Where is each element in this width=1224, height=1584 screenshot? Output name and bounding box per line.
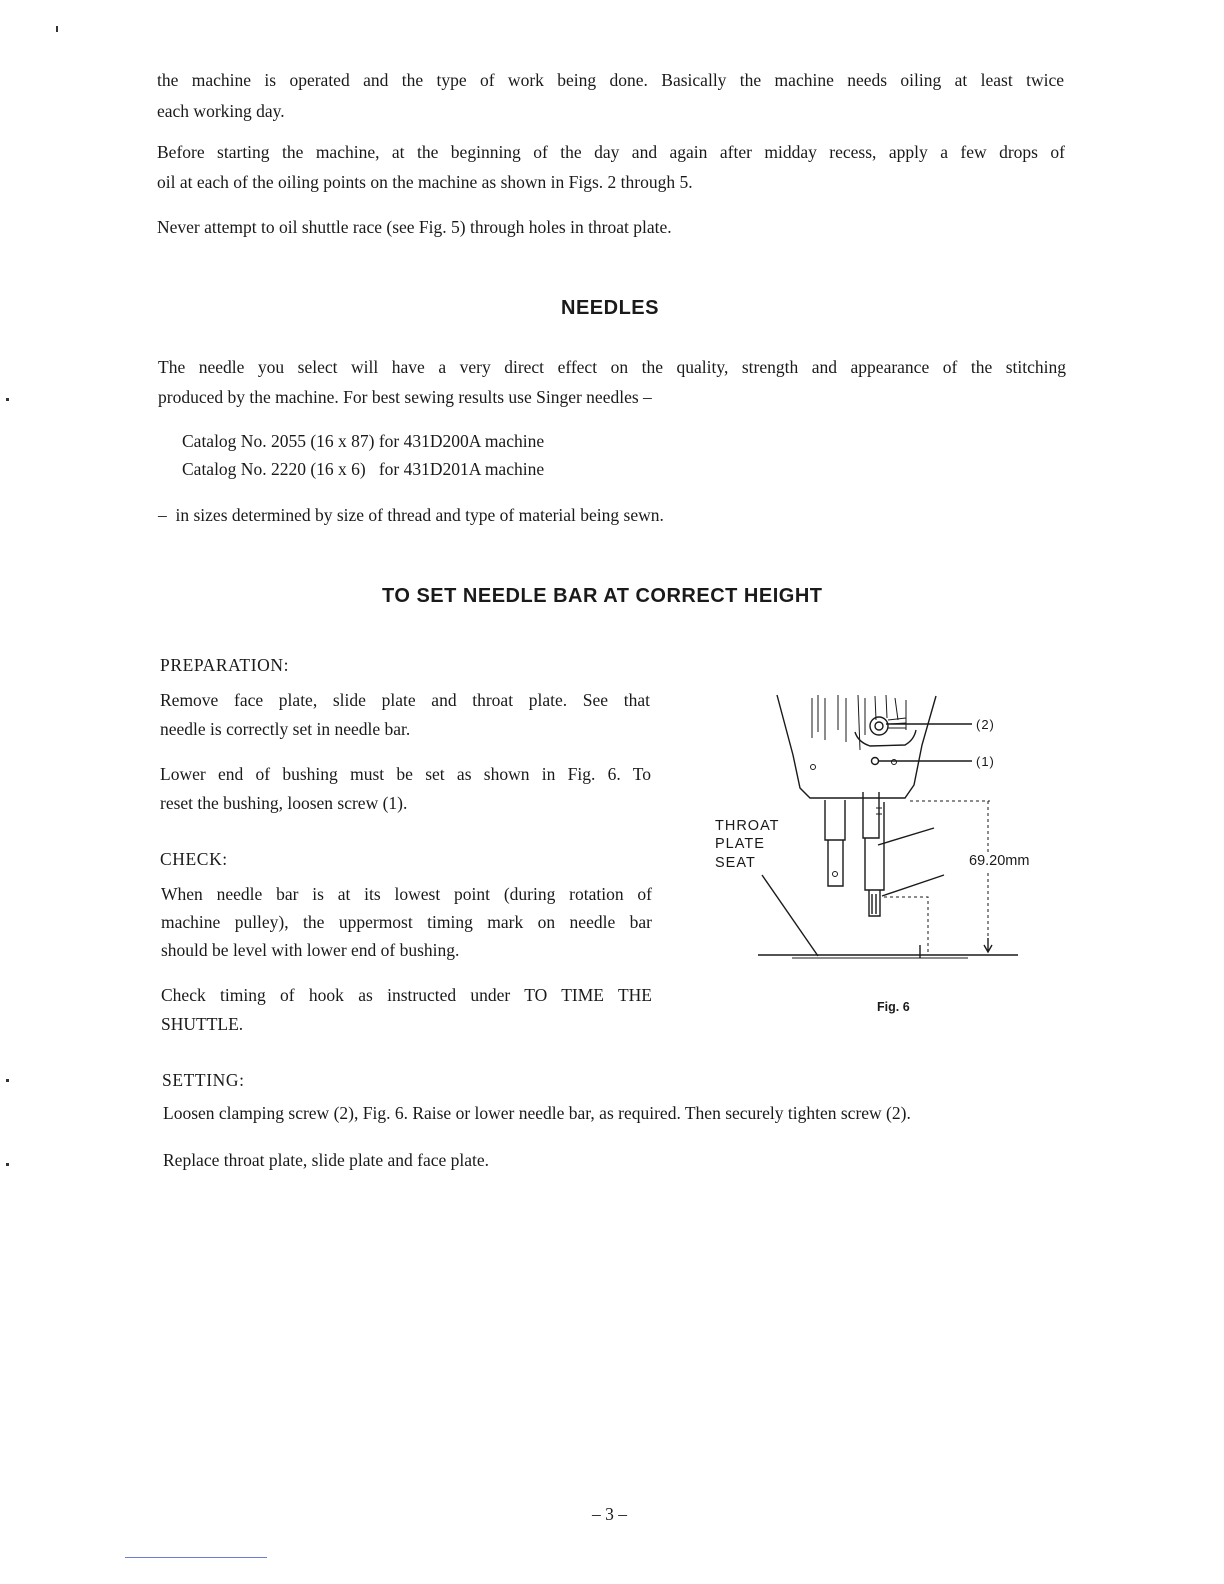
needle-bar xyxy=(865,802,884,890)
needle-clamp-end xyxy=(869,890,880,916)
catalog-line: Catalog No. 2220 (16 x 6) for 431D201A machine xyxy=(182,459,545,479)
clamping-screw xyxy=(870,717,888,735)
needles-intro-line-1: The needle you select will have a very direct effect on the quality, strength and appearance of the stitching xyxy=(158,357,1066,377)
needles-intro-line-2: produced by the machine. For best sewing results use Singer needles – xyxy=(158,387,652,407)
callout-1: (1) xyxy=(976,754,995,769)
bottom-rule xyxy=(125,1557,267,1558)
prep-paragraph-1-line-2: needle is correctly set in needle bar. xyxy=(160,719,411,739)
presser-bar xyxy=(825,800,845,886)
throat-plate-seat-leader xyxy=(762,875,818,956)
setting-paragraph-2: Replace throat plate, slide plate and face plate. xyxy=(163,1150,490,1170)
bushing xyxy=(863,792,879,838)
scan-mark xyxy=(6,1079,9,1082)
prep-paragraph-2-line-2: reset the bushing, loosen screw (1). xyxy=(160,793,408,813)
timing-leader-line xyxy=(878,828,934,845)
scan-mark xyxy=(6,398,9,401)
figure-caption: Fig. 6 xyxy=(877,1000,910,1014)
callout-2: (2) xyxy=(976,717,995,732)
machine-head-outline xyxy=(777,695,936,798)
check-paragraph-2-line-1: Check timing of hook as instructed under TO TIME THE xyxy=(161,985,652,1005)
dimension-label: 69.20mm xyxy=(969,853,1030,869)
check-title: CHECK: xyxy=(160,849,228,869)
scan-mark xyxy=(6,1163,9,1166)
oiling-paragraph-1-line-1: the machine is operated and the type of work being done. Basically the machine needs oiling at least twice xyxy=(157,70,1064,90)
oiling-paragraph-2-line-2: oil at each of the oiling points on the machine as shown in Figs. 2 through 5. xyxy=(157,172,693,192)
check-paragraph-1-line-1: When needle bar is at its lowest point (during rotation of xyxy=(161,884,652,904)
dimension-arrow xyxy=(984,938,992,952)
page-number: – 3 – xyxy=(592,1504,627,1524)
throat-plate-label-line: THROAT xyxy=(715,818,780,834)
oiling-paragraph-2-line-1: Before starting the machine, at the beginning of the day and again after midday recess, apply a few drops of xyxy=(157,142,1065,162)
needle-sizes-note: – in sizes determined by size of thread and type of material being sewn. xyxy=(158,505,664,525)
oiling-paragraph-1-line-2: each working day. xyxy=(157,101,285,121)
oiling-paragraph-3: Never attempt to oil shuttle race (see Fig. 5) through holes in throat plate. xyxy=(157,217,672,237)
check-paragraph-1-line-3: should be level with lower end of bushing. xyxy=(161,940,460,960)
prep-paragraph-2-line-1: Lower end of bushing must be set as shown in Fig. 6. To xyxy=(160,764,651,784)
scan-mark xyxy=(56,26,58,32)
check-paragraph-1-line-2: machine pulley), the uppermost timing mark on needle bar xyxy=(161,912,652,932)
small-hole xyxy=(811,765,816,770)
needle-reference-line xyxy=(884,897,928,952)
prep-paragraph-1-line-1: Remove face plate, slide plate and throat plate. See that xyxy=(160,690,650,710)
small-hole xyxy=(892,760,897,765)
timing-leader-line xyxy=(882,875,944,896)
needle-bar-heading: TO SET NEEDLE BAR AT CORRECT HEIGHT xyxy=(382,585,823,607)
screw-thread xyxy=(888,718,906,728)
presser-bar-screw xyxy=(833,872,838,877)
preparation-title: PREPARATION: xyxy=(160,655,290,675)
throat-plate-label-line: PLATE xyxy=(715,836,765,852)
check-paragraph-2-line-2: SHUTTLE. xyxy=(161,1014,244,1034)
catalog-line: Catalog No. 2055 (16 x 87) for 431D200A machine xyxy=(182,431,545,451)
head-internal-lines xyxy=(812,695,906,750)
figure-6 xyxy=(700,690,1060,960)
clamping-screw-head xyxy=(875,722,883,730)
needles-heading: NEEDLES xyxy=(561,297,659,319)
setting-title: SETTING: xyxy=(162,1070,245,1090)
bushing-screw xyxy=(872,758,879,765)
throat-plate-label-line: SEAT xyxy=(715,855,756,871)
setting-paragraph-1: Loosen clamping screw (2), Fig. 6. Raise or lower needle bar, as required. Then securely tighten screw (2). xyxy=(163,1103,911,1123)
